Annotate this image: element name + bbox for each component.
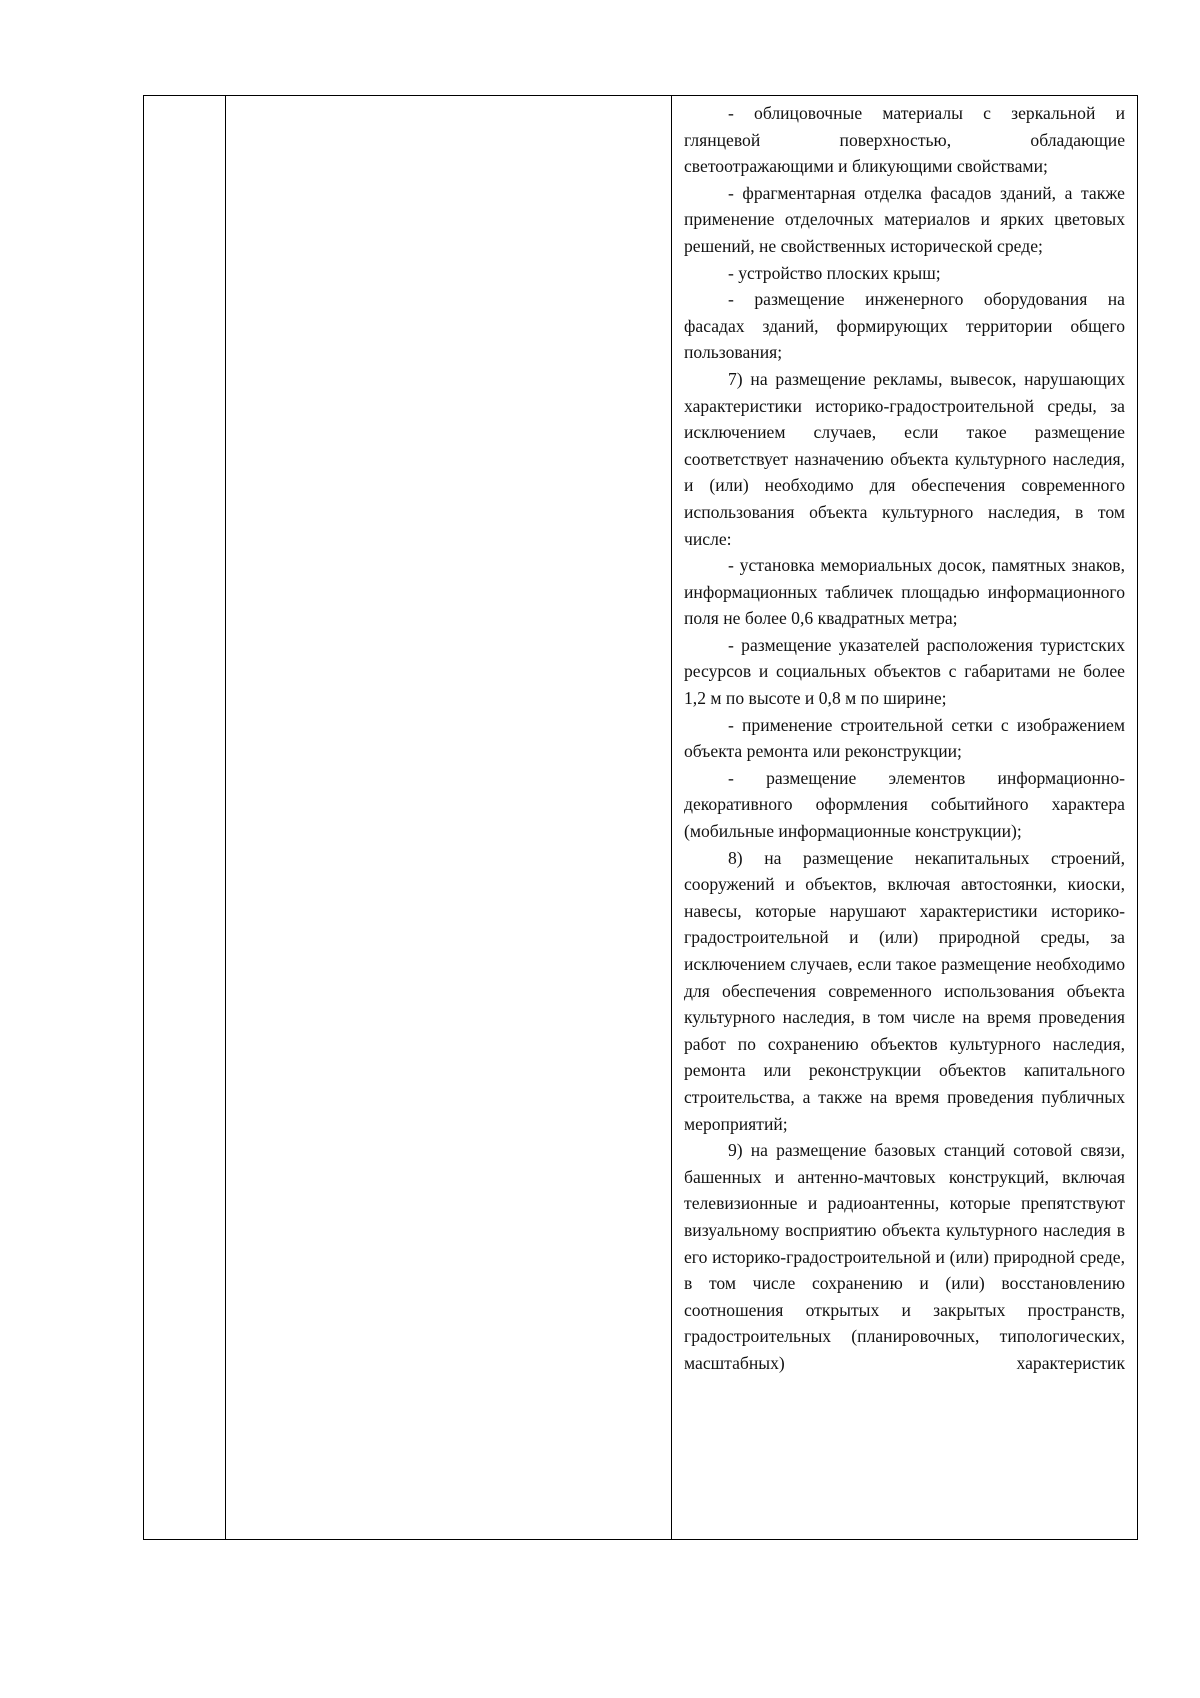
paragraph-tourist-signs: - размещение указателей расположения туристских ресурсов и социальных объектов с габаритами не более 1,2 м по высоте и 0,8 м по ширине; <box>684 634 1125 709</box>
paragraph-flat-roofs: - устройство плоских крыш; <box>728 262 941 283</box>
paragraph-event-decoration: - размещение элементов информационно-декоративного оформления событийного характера (мобильные информационные конструкции); <box>684 767 1125 842</box>
table-column-name <box>226 96 672 1539</box>
paragraph-item-8-non-capital-structures: 8) на размещение некапитальных строений, сооружений и объектов, включая автостоянки, киоски, навесы, которые нарушают характеристики историко-градостроительной и (или) природной среды, за исключением случаев, если такое размещение необходимо для обеспечения современного использования объекта культурного наследия, в том числе на время проведения работ по сохранению объектов культурного наследия, ремонта или реконструкции объектов капитального строительства, а также на время проведения публичных мероприятий; <box>684 847 1125 1134</box>
document-table <box>143 95 1138 1540</box>
paragraph-construction-mesh: - применение строительной сетки с изображением объекта ремонта или реконструкции; <box>684 714 1125 762</box>
table-column-requirements <box>672 96 1137 1539</box>
paragraph-item-7-advertising: 7) на размещение рекламы, вывесок, нарушающих характеристики историко-градостроительной среды, за исключением случаев, если такое размещение соответствует назначению объекта культурного наследия, и (или) необходимо для обеспечения современного использования объекта культурного наследия, в том числе: <box>684 368 1125 549</box>
paragraph-item-9-cell-stations: 9) на размещение базовых станций сотовой связи, башенных и антенно-мачтовых конструкций, включая телевизионные и радиоантенны, которые препятствуют визуальному восприятию объекта культурного наследия в его историко-градостроительной и (или) природной среде, в том числе сохранению и (или) восстановлению соотношения открытых и закрытых пространств, градостроительных (планировочных, типологических, масштабных) характеристик <box>684 1140 1125 1373</box>
paragraph-cladding-materials: - облицовочные материалы с зеркальной и глянцевой поверхностью, обладающие светоотражающими и бликующими свойствами; <box>684 103 1125 177</box>
table-column-number <box>144 96 226 1539</box>
paragraph-facade-finishing: - фрагментарная отделка фасадов зданий, а также применение отделочных материалов и ярких цветовых решений, не свойственных исторической среде; <box>684 182 1125 256</box>
paragraph-memorial-plaques: - установка мемориальных досок, памятных знаков, информационных табличек площадью информационного поля не более 0,6 квадратных метра; <box>684 555 1125 629</box>
paragraph-engineering-equipment: - размещение инженерного оборудования на фасадах зданий, формирующих территории общего пользования; <box>684 289 1125 363</box>
